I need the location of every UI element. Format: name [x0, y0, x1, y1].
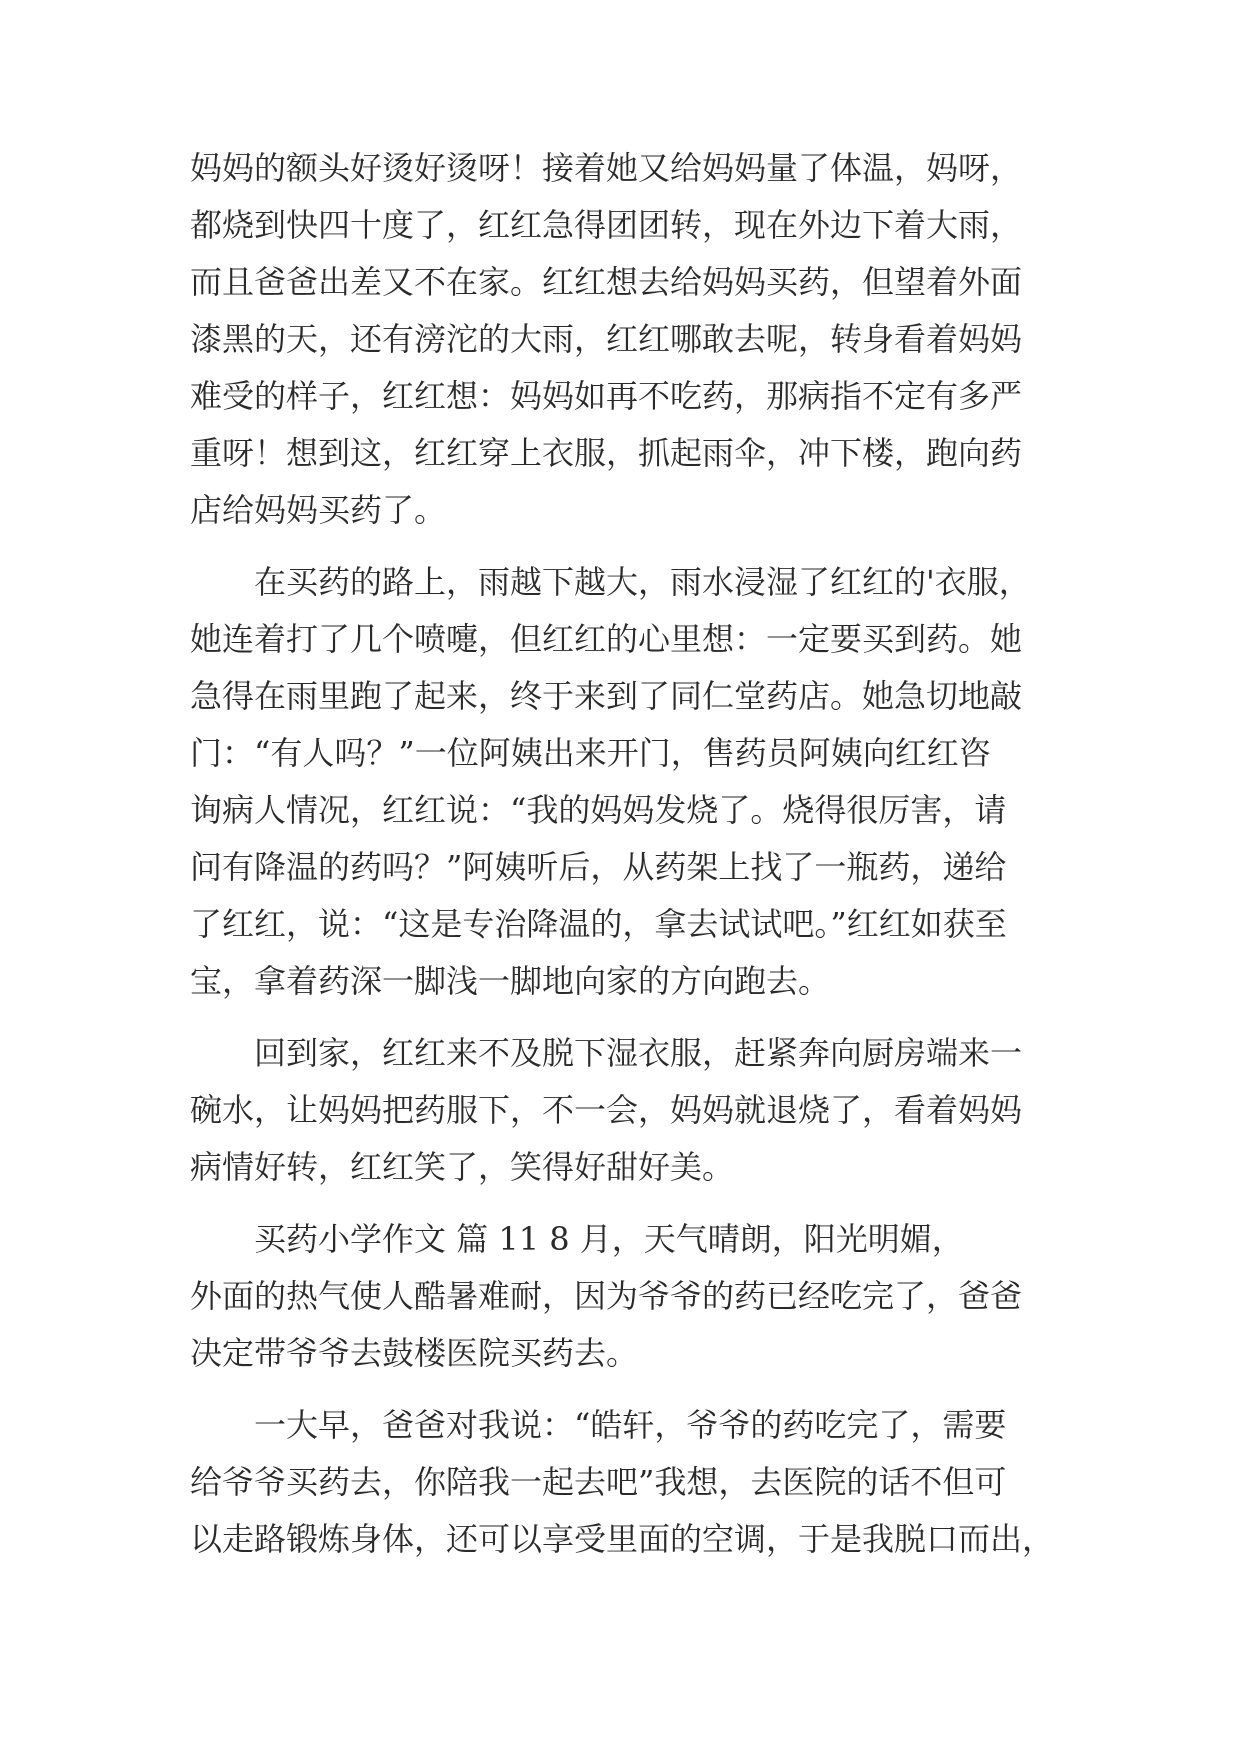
text-line: 她连着打了几个喷嚏，但红红的心里想：一定要买到药。她 [190, 620, 1023, 658]
text-line: 而且爸爸出差又不在家。红红想去给妈妈买药，但望着外面 [190, 263, 1023, 301]
text-line: 店给妈妈买药了。 [190, 491, 447, 529]
text-line: 问有降温的药吗？”阿姨听后，从药架上找了一瓶药，递给 [190, 848, 1007, 886]
text-line: 重呀！想到这，红红穿上衣服，抓起雨伞，冲下楼，跑向药 [190, 434, 1023, 472]
text-line: 都烧到快四十度了，红红急得团团转，现在外边下着大雨， [190, 206, 1023, 244]
text-line: 询病人情况，红红说：“我的妈妈发烧了。烧得很厉害，请 [190, 791, 1007, 829]
text-line: 病情好转，红红笑了，笑得好甜好美。 [190, 1148, 735, 1186]
text-line: 外面的热气使人酷暑难耐，因为爷爷的药已经吃完了，爸爸 [190, 1277, 1023, 1315]
text-line: 一大早，爸爸对我说：“皓轩，爷爷的药吃完了，需要 [254, 1406, 1007, 1444]
text-line: 宝，拿着药深一脚浅一脚地向家的方向跑去。 [190, 962, 831, 1000]
text-line: 回到家，红红来不及脱下湿衣服，赶紧奔向厨房端来一 [254, 1034, 1023, 1072]
text-line: 决定带爷爷去鼓楼医院买药去。 [190, 1334, 639, 1372]
text-line: 以走路锻炼身体，还可以享受里面的空调，于是我脱口而出， [190, 1520, 1055, 1558]
text-line: 妈妈的额头好烫好烫呀！接着她又给妈妈量了体温，妈呀， [190, 149, 1023, 187]
text-line: 了红红，说：“这是专治降温的，拿去试试吧。”红红如获至 [190, 905, 1007, 943]
text-line: 给爷爷买药去，你陪我一起去吧”我想，去医院的话不但可 [190, 1463, 1007, 1501]
text-line: 急得在雨里跑了起来，终于来到了同仁堂药店。她急切地敲 [190, 677, 1023, 715]
text-line: 漆黑的天，还有滂沱的大雨，红红哪敢去呢，转身看着妈妈 [190, 320, 1023, 358]
text-line: 门：“有人吗？”一位阿姨出来开门，售药员阿姨向红红咨 [190, 734, 991, 772]
text-line: 碗水，让妈妈把药服下，不一会，妈妈就退烧了，看着妈妈 [190, 1091, 1023, 1129]
text-line: 难受的样子，红红想：妈妈如再不吃药，那病指不定有多严 [190, 377, 1023, 415]
text-line: 在买药的路上，雨越下越大，雨水浸湿了红红的'衣服， [254, 563, 1031, 601]
text-line: 买药小学作文 篇 11 8 月，天气晴朗，阳光明媚， [254, 1220, 964, 1258]
